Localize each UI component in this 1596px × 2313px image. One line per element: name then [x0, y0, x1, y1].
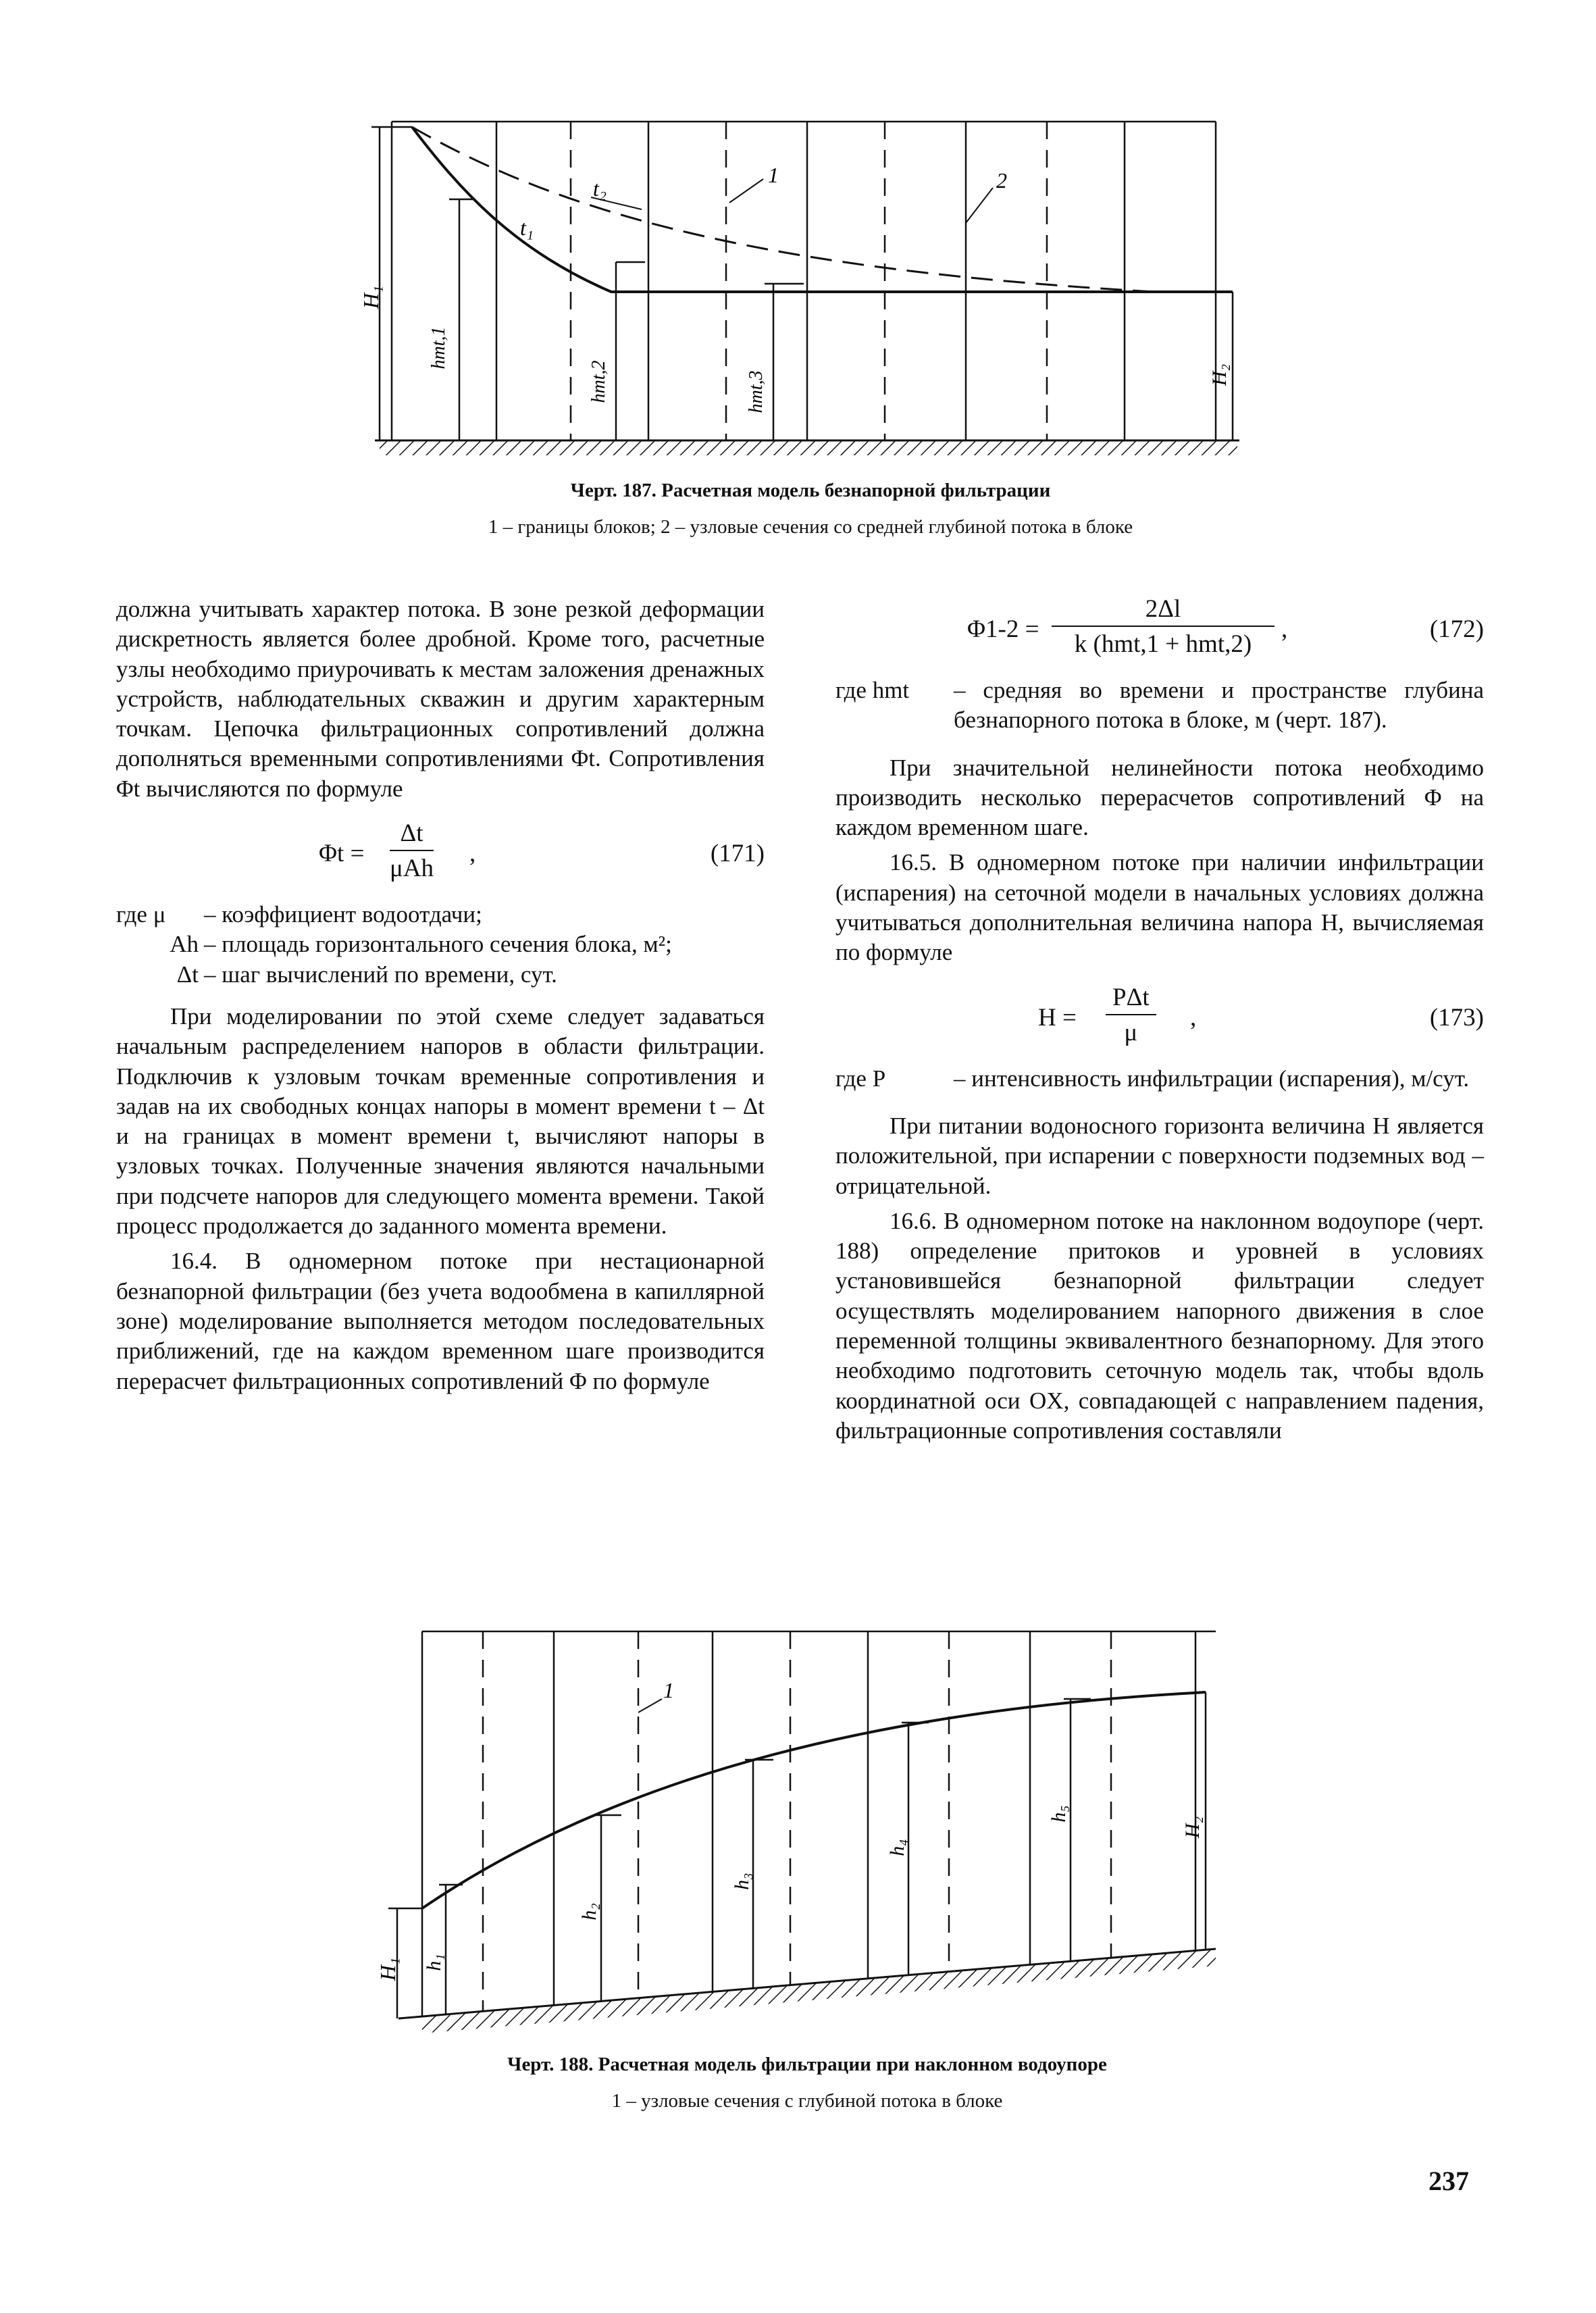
label-H2: H₂ — [1208, 363, 1231, 386]
figure-187 — [359, 115, 1263, 466]
definition: где P – интенсивность инфильтрации (испарения), м/сут. — [835, 1065, 1470, 1092]
label-1: 1 — [663, 1678, 674, 1702]
paragraph: должна учитывать характер потока. В зоне резкой деформации дискретность является более дробной. Кроме того, расчетные узлы необходимо приурочивать к местам заложения дренажных устройств, наблюдательных скважин и другим характерным точкам. Цепочка фильтрационных сопротивлений должна дополняться временными сопротивлениями Φt. Сопротивления Φt вычисляются по формуле — [116, 596, 765, 802]
label-h2: h₂ — [578, 1903, 600, 1921]
label-h3: h₃ — [731, 1873, 753, 1890]
label-H2: H₂ — [1181, 1816, 1204, 1839]
fig188-legend: 1 – узловые сечения с глубиной потока в блоке — [611, 2090, 1003, 2112]
left-column — [116, 594, 765, 1396]
label-h1: h₁ — [423, 1954, 445, 1971]
label-1: 1 — [768, 163, 779, 187]
formula-171: Φt = Δt μAh , (171) — [319, 819, 765, 883]
paragraph: При питании водоносного горизонта величина H является положительной, при испарении с поверхности подземных вод – отрицательной. — [835, 1112, 1484, 1199]
fig187-legend: 1 – границы блоков; 2 – узловые сечения со средней глубиной потока в блоке — [488, 516, 1133, 538]
definition: Ah – площадь горизонтального сечения блока, м²; — [170, 931, 672, 958]
page-number: 237 — [1428, 2166, 1469, 2196]
label-H1: H₁ — [359, 285, 383, 309]
label-h5: h₅ — [1048, 1805, 1070, 1823]
right-column — [835, 594, 1484, 1446]
paragraph: 16.6. В одномерном потоке на наклонном водоупоре (черт. 188) определение притоков и уровней в условиях установившейся безнапорной фильтрации следует осуществлять моделированием напорного движения в слое переменной толщины эквивалентного безнапорному. Для этого необходимо подготовить сеточную модель так, чтобы вдоль координатной оси OX, совпадающей с направлением падения, фильтрационные сопротивления составляли — [835, 1207, 1484, 1444]
fig188-title: Черт. 188. Расчетная модель фильтрации при наклонном водоупоре — [507, 2054, 1107, 2075]
label-H1: H₁ — [376, 1957, 400, 1981]
label-t2: t₂ — [593, 176, 607, 201]
label-2: 2 — [996, 168, 1007, 193]
definition: где μ – коэффициент водоотдачи; — [116, 901, 482, 928]
label-hmt3: hmt,3 — [746, 370, 767, 413]
paragraph: При значительной нелинейности потока необходимо производить несколько перерасчетов сопротивлений Φ на каждом временном шаге. — [835, 754, 1484, 841]
paragraph: 16.4. В одномерном потоке при нестационарной безнапорной фильтрации (без учета водообмена в капиллярной зоне) моделирование выполняется методом последовательных приближений, где на каждом временном шаге производится перерасчет фильтрационных сопротивлений Φ по формуле — [116, 1248, 765, 1394]
paragraph: 16.5. В одномерном потоке при наличии инфильтрации (испарения) на сеточной модели в начальных условиях должна учитываться дополнительная величина напора H, вычисляемая по формуле — [835, 849, 1484, 966]
fig187-title: Черт. 187. Расчетная модель безнапорной фильтрации — [570, 480, 1051, 501]
definition: где hmt – средняя во времени и пространстве глубина безнапорного потока в блоке, м (черт. 187). — [835, 677, 1484, 734]
figure-188 — [378, 1618, 1236, 2037]
paragraph: При моделировании по этой схеме следует задаваться начальным распределением напоров в области фильтрации. Подключив к узловым точкам временные сопротивления и задав на их свободных концах напоры в момент времени t – Δt и на границах в момент времени t, вычисляют напоры в узловых точках. Полученные значения являются начальными при подсчете напоров для следующего момента времени. Такой процесс продолжается до заданного момента времени. — [116, 1002, 765, 1240]
definition: Δt – шаг вычислений по времени, сут. — [176, 961, 557, 988]
formula-173: H = PΔt μ , (173) — [1038, 983, 1484, 1046]
label-t1: t₁ — [520, 215, 534, 240]
label-hmt2: hmt,2 — [588, 360, 609, 403]
formula-172: Φ1-2 = 2Δl k (hmt,1 + hmt,2) , (172) — [967, 595, 1484, 659]
label-h4: h₄ — [886, 1839, 908, 1856]
label-hmt1: hmt,1 — [428, 326, 449, 370]
